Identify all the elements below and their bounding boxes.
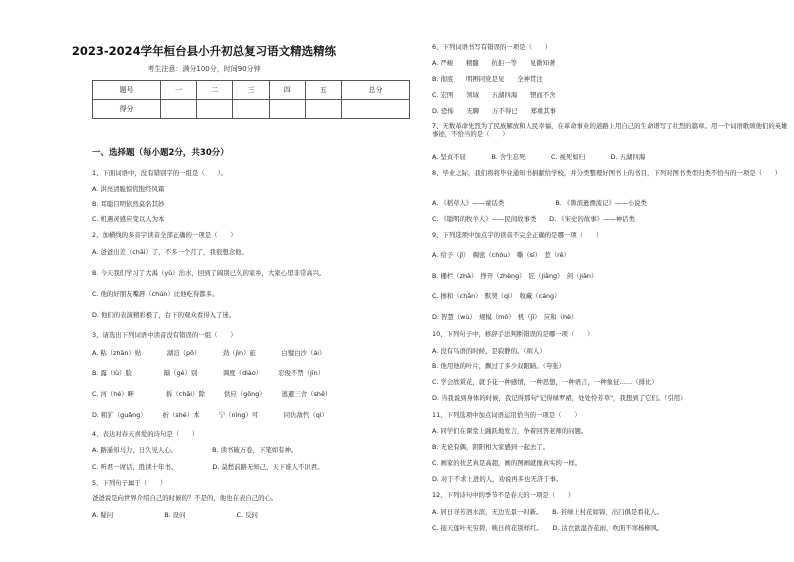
option-line: A. 同学们在课堂上踊跃地发言，争着回答老师的问题。	[432, 427, 588, 435]
option-line: A. 爸爸出差（chāi）了，不多一个月了，我很想念他。	[92, 248, 248, 256]
option-line: B. 彻底 明辨同党是见 全神贯注	[432, 75, 543, 83]
option-line: B. 栅栏（zhà） 挣开（zhèng） 匠（jiàng） 剑（jiàn）	[432, 272, 598, 280]
score-header-cell: 三	[233, 81, 269, 100]
option-line: C. 他的好朋友嘴唇（chún）比他吃得都多。	[92, 290, 219, 298]
score-table-score-row	[93, 100, 410, 119]
option-line: A. 给予（jǐ） 稠密（chóu） 嘶（sī） 惹（rě）	[432, 251, 570, 259]
question-line: 8、毕业之际，我们将将毕业通知书捐献给学校，并分类整理好图书上的书目，下列对图书类型归类不恰当的一项是（ ）	[432, 169, 782, 177]
option-line: C. 学会欣赏花，就予花一种感情，一种思想，一种语言，一种象征……（排比）	[432, 378, 658, 386]
page-title: 2023-2024学年桓台县小升初总复习语文精选精练	[71, 44, 337, 58]
option-line: D. 粗犷（guǎng） 折（shé）本 宁（nìng）可 同仇敌忾（qì）	[92, 411, 328, 419]
question-line: 2、加横线的多音字读音全部正确的一项是（ ）	[92, 231, 237, 239]
question-line: 12、下列诗句中的季节不是春天的一项是（ ）	[432, 491, 575, 499]
option-line: A. 路遥知马力，日久见人心。 B. 读书破万卷，下笔如有神。	[92, 446, 298, 454]
option-line: D. 当我说到身体的时候，我记得那句"记得绿罗裙，处处怜芳草"，我想到了它们。（引用）	[432, 394, 687, 402]
score-cell[interactable]	[342, 100, 410, 119]
question-line: 4、表达对春天喜爱的诗句是（ ）	[92, 430, 199, 438]
option-line: D. 对于不求上进的人，劝说再多也无济于事。	[432, 475, 563, 483]
score-header-cell: 二	[197, 81, 233, 100]
score-row-label: 得分	[93, 100, 161, 119]
question-line: 9、下列选项中加点字的读音不完全正确的是哪一项（ ）	[432, 231, 603, 239]
option-line: B. 无论有偶，阴阳相大家感到一起去了。	[432, 443, 550, 451]
score-cell[interactable]	[197, 100, 233, 119]
score-cell[interactable]	[160, 100, 196, 119]
score-header-cell: 五	[305, 81, 341, 100]
option-line: D. 他们的表演精彩极了，台下的观众看得入了迷。	[92, 311, 236, 319]
option-line: A. 洪亮清脆惊慌饱经风霜	[92, 185, 165, 193]
option-line: A. 严峻 精髓 抗拒一等 见微知著	[432, 59, 556, 67]
option-line: C. 听君一席话，胜读十年书。 D. 莫愁前路无知己，天下谁人不识君。	[92, 463, 324, 471]
option-line: C. 《聪明的牧羊人》——民间故事类 D. 《宋史的故事》——神话类	[432, 215, 635, 223]
question-line: 3、请选出下列词语中读音没有错误的一组（ ）	[92, 331, 237, 339]
option-line: C. 机遇灵感应变以人为本	[92, 215, 165, 223]
question-line: 5、下列句子属于（ ）	[92, 479, 167, 487]
option-line: A. 居日寻芳泗水滨，无边光景一时新。 B. 苔绿上村花如锦，出门俱是看花人。	[432, 508, 663, 516]
option-line: A. 没有鸟语的时候，是寂静的。（拟人）	[432, 347, 546, 355]
score-header-cell: 四	[269, 81, 305, 100]
question-line: 爸爸说是向世界介绍自己的时候的？不是的，他也在表自己的心。	[92, 494, 278, 502]
section-heading: 一、选择题（每小题2分，共30分）	[92, 148, 229, 158]
score-cell[interactable]	[269, 100, 305, 119]
score-cell[interactable]	[233, 100, 269, 119]
option-line: B. 他用他的叶片，飘过了多少双眼睛。（夸张）	[432, 362, 566, 370]
option-line: C. 河（hé）畔 拆（chāi）除 供应（gōng） 逃避三舍（shě）	[92, 390, 332, 398]
option-line: B. 今天我们学习了大禹（yǔ）治水，回到了阔别已久的家乡，大家心里非常高兴。	[92, 269, 326, 277]
option-line: C. 掺和（chān） 默契（qì） 收藏（cáng）	[432, 292, 561, 300]
option-line: C. 宏图 领域 五湖四海 锲而不舍	[432, 91, 556, 99]
question-line: 6、下列词语书写有错误的一项是（ ）	[432, 43, 552, 51]
option-line: C. 画家的扶艺真是高超，画的图画就像真实的一样。	[432, 459, 582, 467]
exam-notice: 考生注意：满分100分，时间90分钟	[147, 65, 261, 73]
option-line: B. 耳聪目明依然莫名其妙	[92, 200, 165, 208]
option-line: D. 智慧（wù） 规模（mó） 机（jī） 应和（hè）	[432, 313, 578, 321]
option-line: A. 疑问 B. 设问 C. 反问	[92, 511, 258, 519]
score-header-cell: 总分	[342, 81, 410, 100]
question-line: 11、下列选项中加点词语运用恰当的一项是（ ）	[432, 411, 581, 419]
option-line: C. 接天莲叶无穷碧，映日荷花别样红。 D. 沽衣欲湿杏花雨，吹面不寒杨柳风。	[432, 524, 664, 532]
question-line: 10、下列句子中，修辞手法判断错误的是哪一项（ ）	[432, 330, 594, 338]
score-header-cell: 一	[160, 81, 196, 100]
option-line: A. 《稻草人》——童话类 B. 《鲁滨逊漂流记》——小说类	[432, 199, 647, 207]
option-line: A. 坚贞不屈 B. 舍生忘死 C. 视死如归 D. 五湖四海	[432, 153, 646, 161]
option-line: A. 粘（zhān）贴 湖泊（pō） 劲（jìn）旅 白璧白沙（ái）	[92, 349, 326, 357]
option-line: B. 露（lù）脸 隔（gé）别 调度（diào） 忍俊不禁（jīn）	[92, 369, 325, 377]
question-line: 7、无数革命先烈为了民族解放和人民幸福，在革命事业的道路上用自己的生命谱写了壮烈的篇章。用一个词语歌颂他们的英雄事迹，不恰当的是（ ）	[432, 122, 788, 138]
score-cell[interactable]	[305, 100, 341, 119]
score-table	[92, 80, 410, 119]
score-table-header-row	[93, 81, 410, 100]
score-header-cell: 题号	[93, 81, 161, 100]
question-line: 1、下面词语中，没有错别字的一组是（ ）。	[92, 169, 228, 177]
option-line: D. 恐怖 无聊 万不得已 郑重其事	[432, 107, 557, 115]
